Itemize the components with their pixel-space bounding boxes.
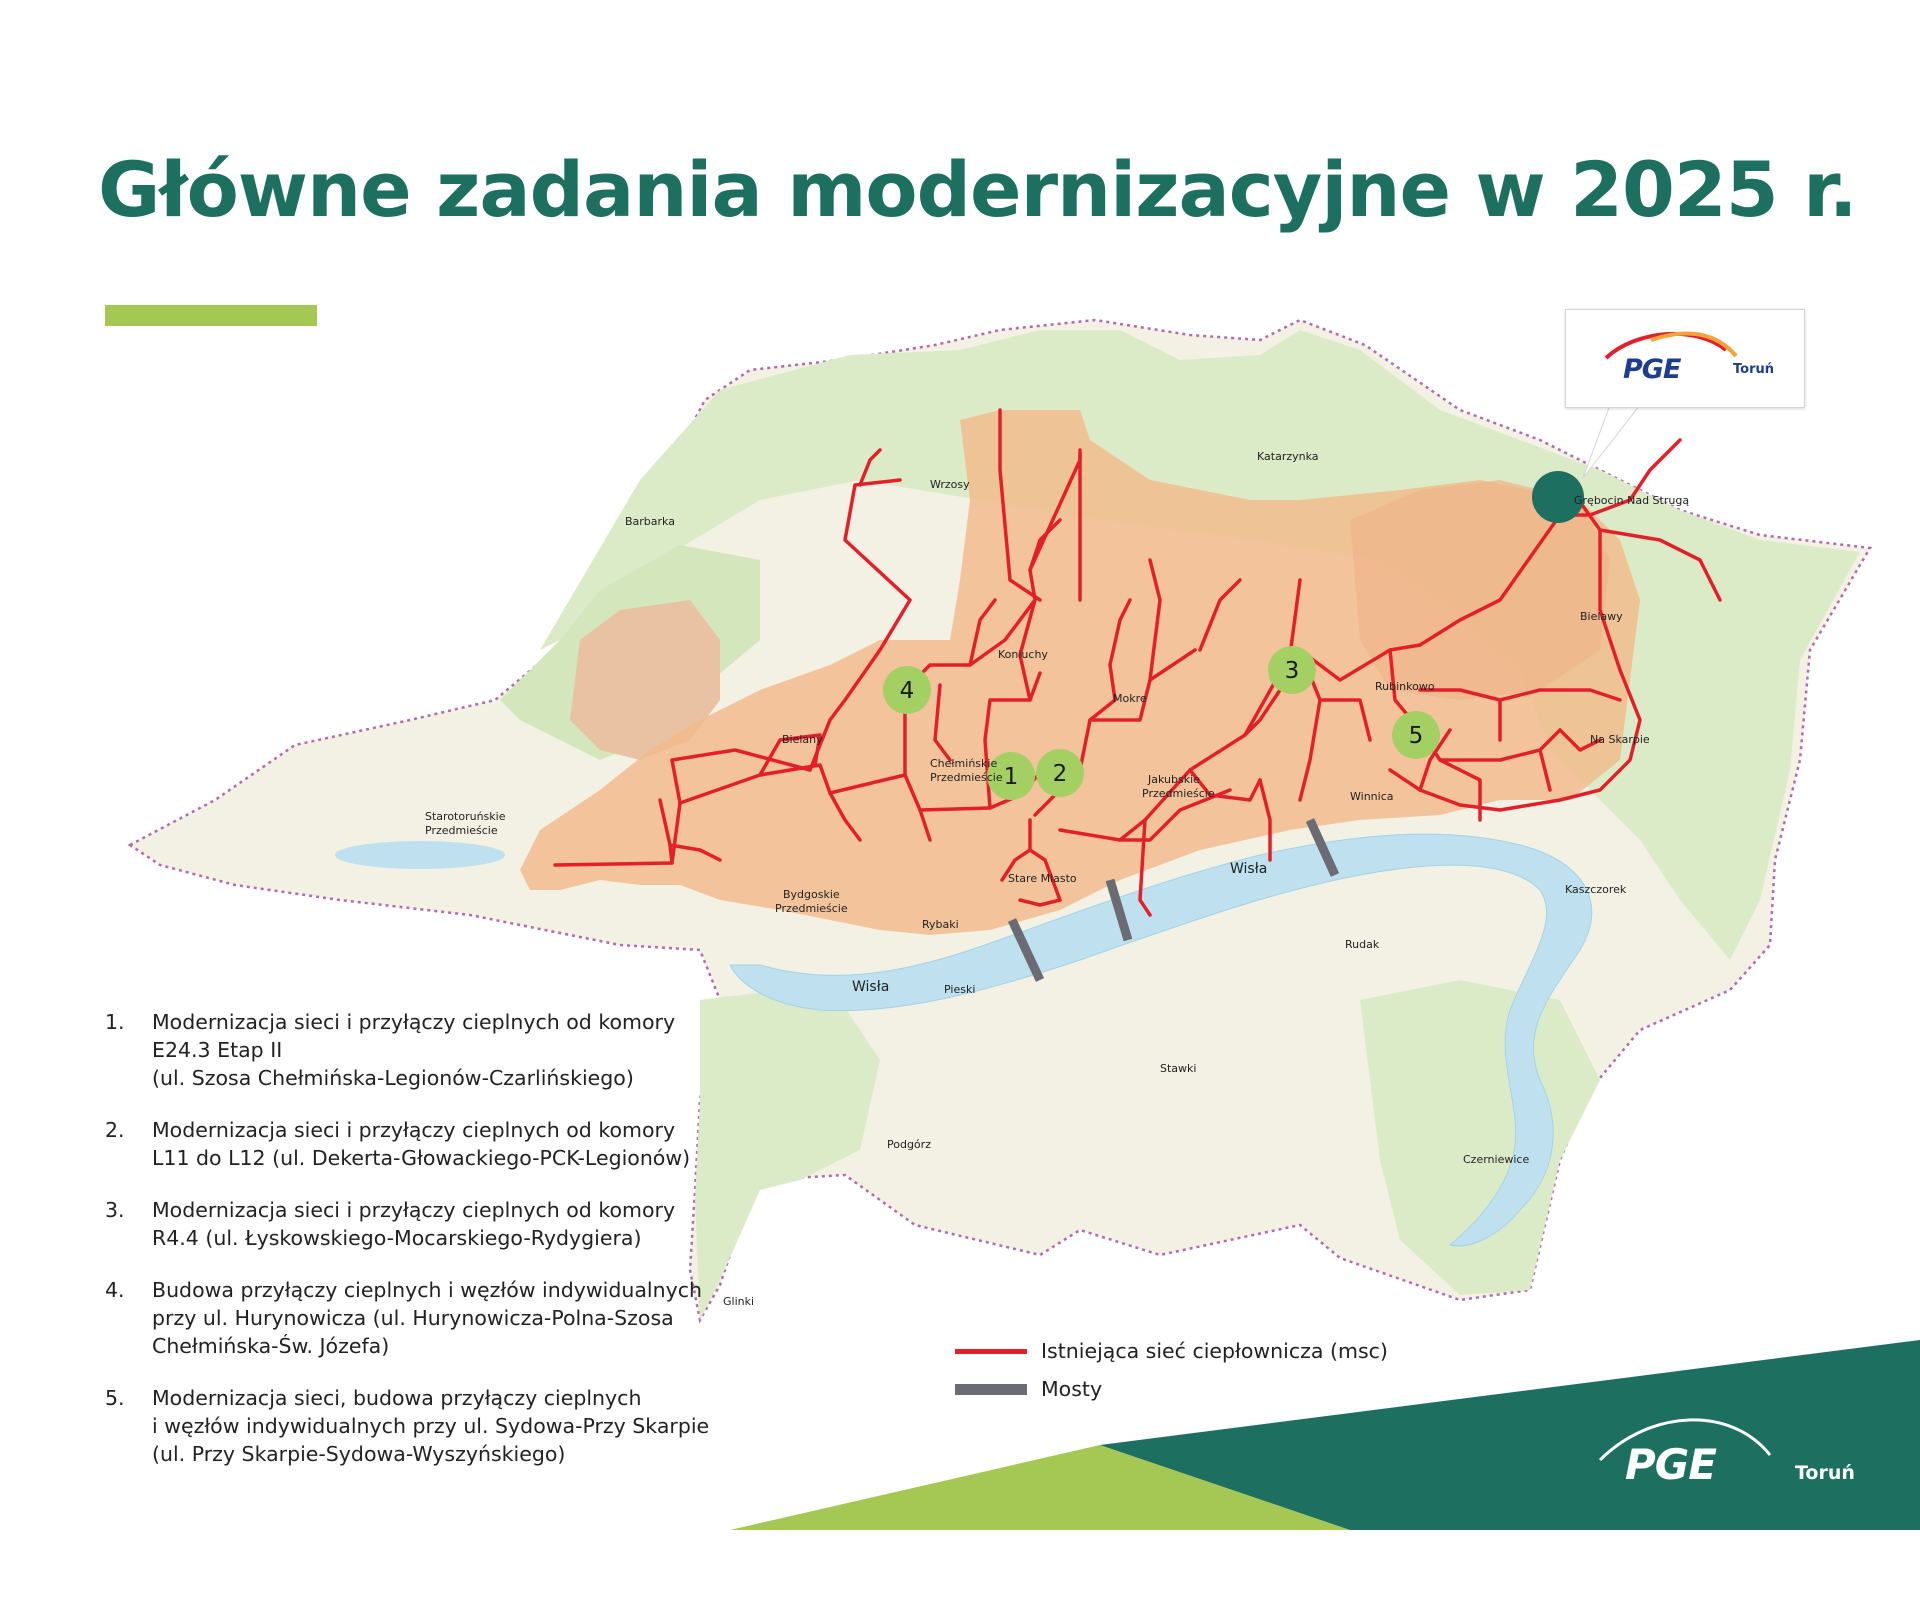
task-item-5	[105, 1384, 725, 1468]
task-marker-1-label: 1	[1003, 764, 1019, 790]
heat-network-label: Istniejąca sieć ciepłownicza (msc)	[1041, 1339, 1388, 1363]
label-bydgoskie-przedmiescie: Przedmieście	[775, 902, 848, 915]
label-wisla-east: Wisła	[1230, 861, 1268, 877]
task-text-line: Modernizacja sieci i przyłączy cieplnych od komory	[152, 1118, 676, 1142]
label-katarzynka: Katarzynka	[1257, 450, 1319, 463]
label-chelminskie: Chełmińskie	[930, 757, 998, 770]
footer-city: Toruń	[1795, 1462, 1855, 1484]
label-stawki: Stawki	[1160, 1062, 1197, 1075]
label-stare-miasto: Stare Miasto	[1008, 872, 1077, 885]
label-bielawy: Bielawy	[1580, 610, 1623, 623]
callout-logo-text: PGE	[1623, 354, 1681, 385]
task-number: 5.	[105, 1386, 125, 1410]
label-na-skarpie: Na Skarpie	[1590, 733, 1650, 746]
label-starotorunskie: Starotoruńskie	[425, 810, 506, 823]
task-marker-4-label: 4	[899, 678, 915, 704]
legend-bridges	[955, 1377, 1102, 1401]
heat-network-swatch	[955, 1349, 1027, 1354]
callout-city: Toruń	[1733, 362, 1774, 377]
task-item-3	[105, 1196, 725, 1252]
task-marker-3-label: 3	[1284, 658, 1300, 684]
task-item-1	[105, 1008, 725, 1092]
task-text-line: Modernizacja sieci, budowa przyłączy cieplnych	[152, 1386, 642, 1410]
bridges-swatch	[955, 1384, 1027, 1395]
task-text-line: E24.3 Etap II	[152, 1038, 283, 1062]
label-bielany: Bielany	[782, 733, 823, 746]
task-item-2	[105, 1116, 725, 1172]
task-number: 4.	[105, 1278, 125, 1302]
task-marker-5-label: 5	[1408, 723, 1424, 749]
label-czerniewice: Czerniewice	[1463, 1153, 1530, 1166]
west-lake	[335, 841, 505, 869]
label-kaszczorek: Kaszczorek	[1565, 883, 1627, 896]
label-grebocin: Grębocin Nad Strugą	[1574, 494, 1690, 507]
task-number: 2.	[105, 1118, 125, 1142]
task-item-4	[105, 1276, 725, 1360]
label-glinki: Glinki	[723, 1295, 755, 1308]
page-title: Główne zadania modernizacyjne w 2025 r.	[98, 145, 1857, 234]
bridges-label: Mosty	[1041, 1377, 1103, 1401]
task-text-line: i węzłów indywidualnych przy ul. Sydowa-Przy Skarpie	[152, 1414, 710, 1438]
task-number: 3.	[105, 1198, 125, 1222]
task-text-line: Budowa przyłączy cieplnych i węzłów indywidualnych	[152, 1278, 702, 1302]
label-wrzosy: Wrzosy	[930, 478, 970, 491]
label-barbarka: Barbarka	[625, 515, 675, 528]
legend-heat-network	[955, 1339, 1388, 1363]
task-text-line: (ul. Przy Skarpie-Sydowa-Wyszyńskiego)	[152, 1442, 566, 1466]
task-text-line: R4.4 (ul. Łyskowskiego-Mocarskiego-Rydygiera)	[152, 1226, 642, 1250]
label-pieski: Pieski	[944, 983, 976, 996]
label-bydgoskie: Bydgoskie	[783, 888, 840, 901]
label-podgorz: Podgórz	[887, 1138, 931, 1151]
label-starotorunskie-przedmiescie: Przedmieście	[425, 824, 498, 837]
task-text-line: Chełmińska-Św. Józefa)	[152, 1334, 390, 1358]
callout-logo-arc	[1566, 310, 1804, 407]
label-mokre: Mokre	[1113, 692, 1147, 705]
label-rybaki: Rybaki	[922, 918, 959, 931]
pge-callout	[1565, 309, 1805, 408]
task-number: 1.	[105, 1010, 125, 1034]
label-wisla-west: Wisła	[852, 979, 890, 995]
callout-pointer	[1583, 405, 1640, 478]
label-rudak: Rudak	[1345, 938, 1380, 951]
label-chelminskie-przedmiescie: Przedmieście	[930, 771, 1003, 784]
label-winnica: Winnica	[1350, 790, 1394, 803]
task-list	[105, 1008, 725, 1492]
task-text-line: przy ul. Hurynowicza (ul. Hurynowicza-Polna-Szosa	[152, 1306, 674, 1330]
task-text-line: Modernizacja sieci i przyłączy cieplnych od komory	[152, 1010, 676, 1034]
task-marker-2-label: 2	[1052, 761, 1068, 787]
footer-logo-text: PGE	[1625, 1440, 1716, 1489]
task-text-line: L11 do L12 (ul. Dekerta-Głowackiego-PCK-Legionów)	[152, 1146, 691, 1170]
label-jakubskie-przedmiescie: Przedmieście	[1142, 787, 1215, 800]
label-rubinkowo: Rubinkowo	[1375, 680, 1435, 693]
task-text-line: (ul. Szosa Chełmińska-Legionów-Czarlińskiego)	[152, 1066, 634, 1090]
label-koniuchy: Koniuchy	[998, 648, 1048, 661]
label-jakubskie: Jakubskie	[1148, 773, 1200, 786]
task-text-line: Modernizacja sieci i przyłączy cieplnych od komory	[152, 1198, 676, 1222]
